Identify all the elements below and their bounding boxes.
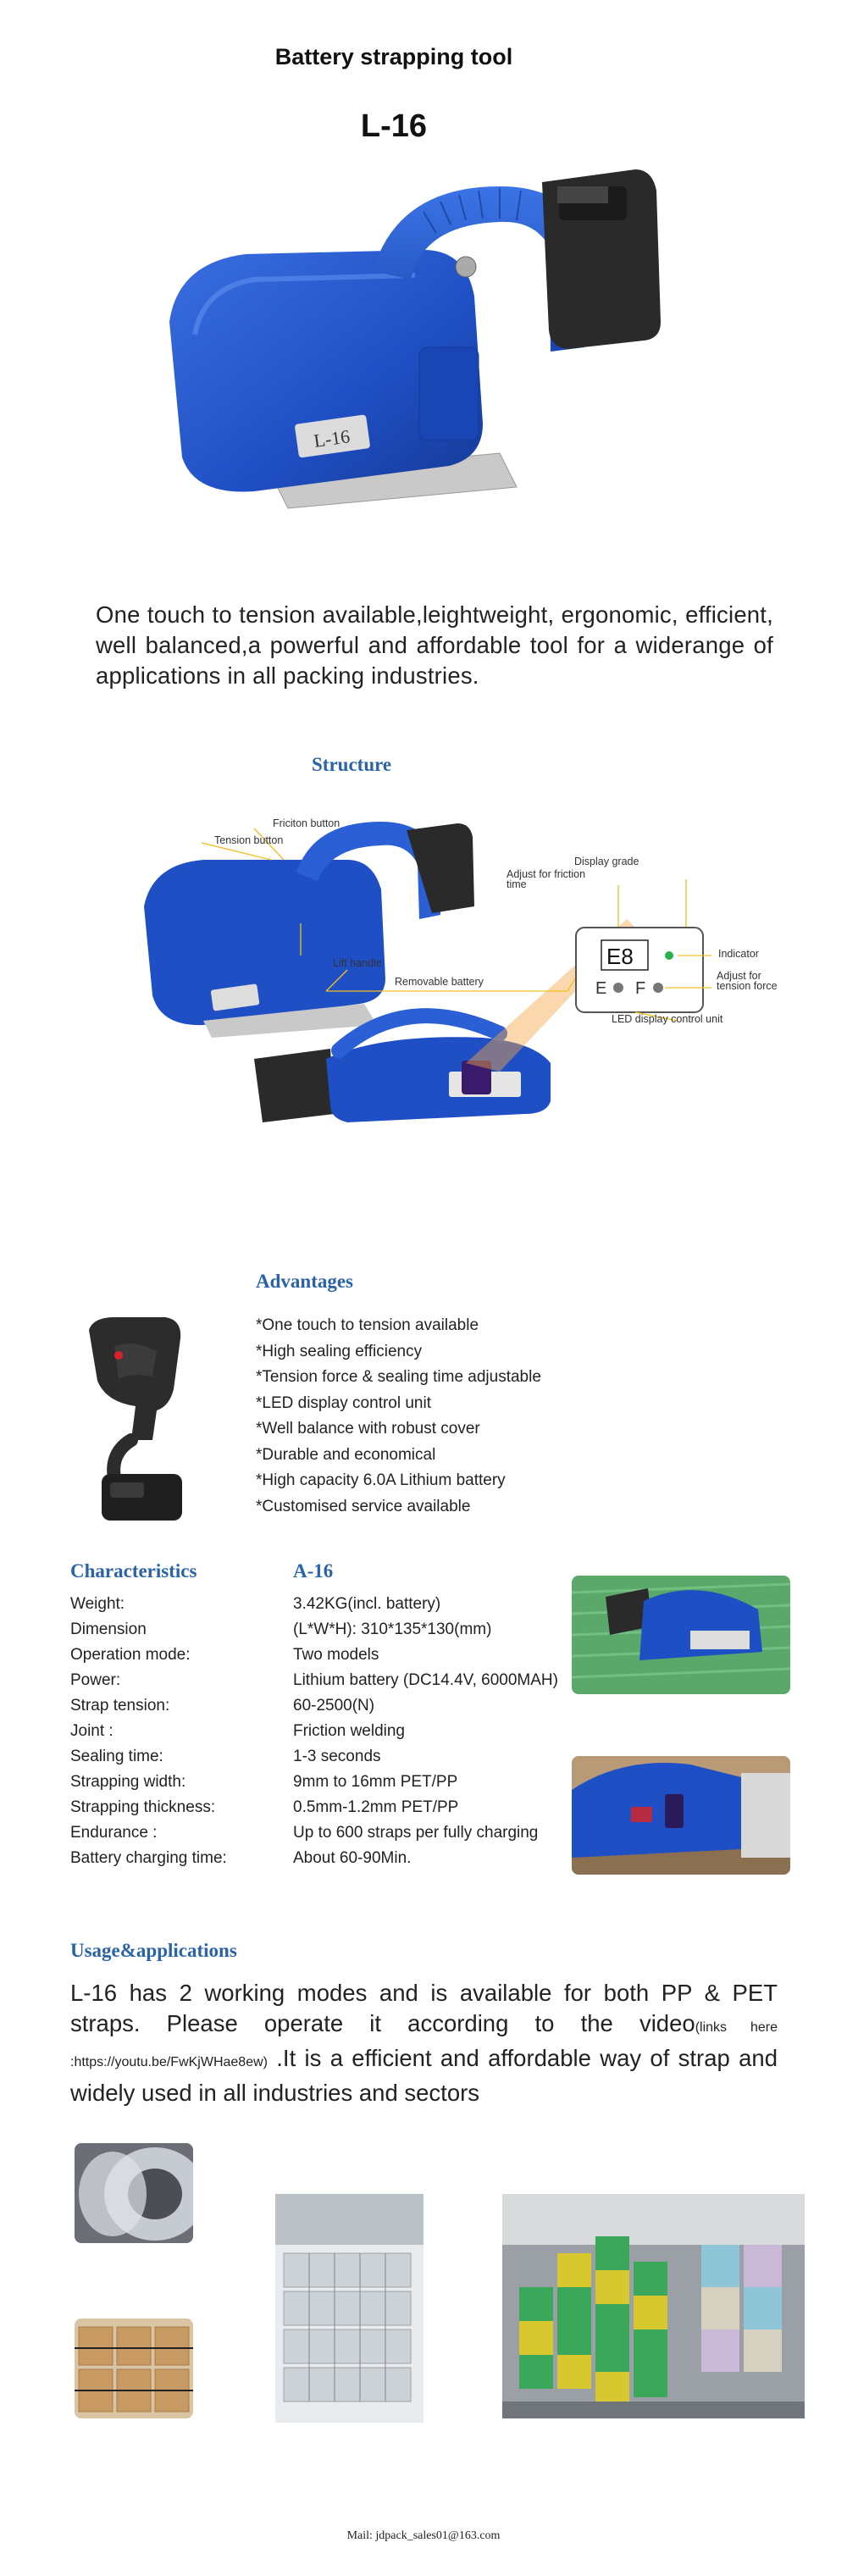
advantage-item: *One touch to tension available: [256, 1316, 479, 1334]
spec-row: [70, 1849, 579, 1875]
advantages-title: Advantages: [256, 1271, 354, 1292]
label-indicator: Indicator: [718, 948, 759, 960]
strapping-photo-bottom: [572, 1756, 790, 1875]
wood-bundle-photo: [75, 2318, 193, 2418]
spec-value: Friction welding: [293, 1722, 405, 1740]
video-link[interactable]: (links here :https://youtu.be/FwKjWHae8ew): [70, 2020, 778, 2069]
indicator-light: [665, 951, 673, 960]
spec-key: Strap tension:: [70, 1697, 170, 1715]
advantage-item: *Well balance with robust cover: [256, 1420, 480, 1438]
led-right-key: F: [635, 979, 646, 998]
characteristics-model: A-16: [293, 1560, 334, 1582]
usage-text-before: L-16 has 2 working modes and is available for both PP & PET straps. Please operate it according to the video: [70, 1980, 778, 2036]
structure-title: Structure: [312, 754, 392, 775]
model-title: L-16: [360, 108, 428, 144]
spec-value: Two models: [293, 1646, 379, 1664]
characteristics-title: Characteristics: [70, 1560, 197, 1582]
spec-value: 1-3 seconds: [293, 1748, 381, 1765]
spec-row: [70, 1722, 579, 1748]
spec-row: [70, 1671, 579, 1697]
spec-row: [70, 1646, 579, 1671]
spec-value: Up to 600 straps per fully charging: [293, 1824, 539, 1842]
usage-description: [70, 1978, 778, 2108]
spec-key: Battery charging time:: [70, 1849, 227, 1867]
usage-text-after: .It is a efficient and affordable way of strap and widely used in all industries and sectors: [70, 2045, 778, 2106]
footer-mail: Mail: jdpack_sales01@163.com: [346, 2529, 501, 2542]
advantage-item: *LED display control unit: [256, 1393, 431, 1412]
advantage-item: *Customised service available: [256, 1497, 471, 1515]
spec-row: [70, 1798, 579, 1824]
spec-key: Sealing time:: [70, 1748, 163, 1765]
spec-key: Weight:: [70, 1595, 125, 1613]
advantage-item: *Durable and economical: [256, 1445, 436, 1464]
label-display-grade: Display grade: [574, 856, 639, 867]
led-left-key: E: [595, 979, 607, 998]
advantage-item: *High capacity 6.0A Lithium battery: [256, 1471, 506, 1489]
label-lift-handle: Lift handle: [333, 957, 382, 969]
spec-key: Endurance :: [70, 1824, 158, 1842]
advantage-item: *High sealing efficiency: [256, 1342, 423, 1360]
spec-row: [70, 1773, 579, 1798]
spec-value: Lithium battery (DC14.4V, 6000MAH): [293, 1671, 558, 1689]
intro-description: One touch to tension available,leightweight, ergonomic, efficient, well balanced,a powerful and affordable tool for a widerange of applications in all packing industries.: [96, 601, 773, 689]
spec-key: Dimension: [70, 1620, 147, 1638]
label-tension-button: Tension button: [214, 834, 284, 846]
page-title: Battery strapping tool: [274, 44, 513, 69]
spec-row: [70, 1697, 579, 1722]
spec-row: [70, 1748, 579, 1773]
steel-coil-photo: [75, 2143, 193, 2243]
bale-warehouse-photo: [502, 2194, 805, 2418]
spec-row: [70, 1824, 579, 1849]
spec-value: 3.42KG(incl. battery): [293, 1595, 441, 1613]
led-code: E8: [606, 944, 634, 969]
label-adjust-friction: Adjust for friction time: [507, 868, 586, 890]
hero-tool-image: [144, 152, 695, 551]
spec-value: 60-2500(N): [293, 1697, 375, 1715]
device-label: L-16: [312, 425, 352, 451]
spec-key: Strapping width:: [70, 1773, 186, 1791]
spec-value: (L*W*H): 310*135*130(mm): [293, 1620, 492, 1638]
usage-title: Usage&applications: [70, 1940, 237, 1961]
spec-key: Operation mode:: [70, 1646, 191, 1664]
spec-key: Joint :: [70, 1722, 113, 1740]
spec-value: 9mm to 16mm PET/PP: [293, 1773, 458, 1791]
label-led-unit: LED display control unit: [612, 1013, 723, 1025]
spec-key: Power:: [70, 1671, 121, 1689]
label-friction-button: Friciton button: [273, 817, 340, 829]
label-removable-battery: Removable battery: [395, 976, 484, 988]
spec-value: About 60-90Min.: [293, 1849, 412, 1867]
advantages-tool-image: [72, 1313, 199, 1525]
advantages-list: [256, 1313, 541, 1520]
spec-row: [70, 1595, 579, 1620]
spec-value: 0.5mm-1.2mm PET/PP: [293, 1798, 459, 1816]
advantage-item: *Tension force & sealing time adjustable: [256, 1368, 541, 1386]
label-adjust-tension: Adjust for tension force: [717, 970, 778, 992]
strapping-photo-top: [572, 1576, 790, 1694]
spec-row: [70, 1620, 579, 1646]
aluminum-ingot-photo: [275, 2194, 424, 2423]
spec-key: Strapping thickness:: [70, 1798, 216, 1816]
